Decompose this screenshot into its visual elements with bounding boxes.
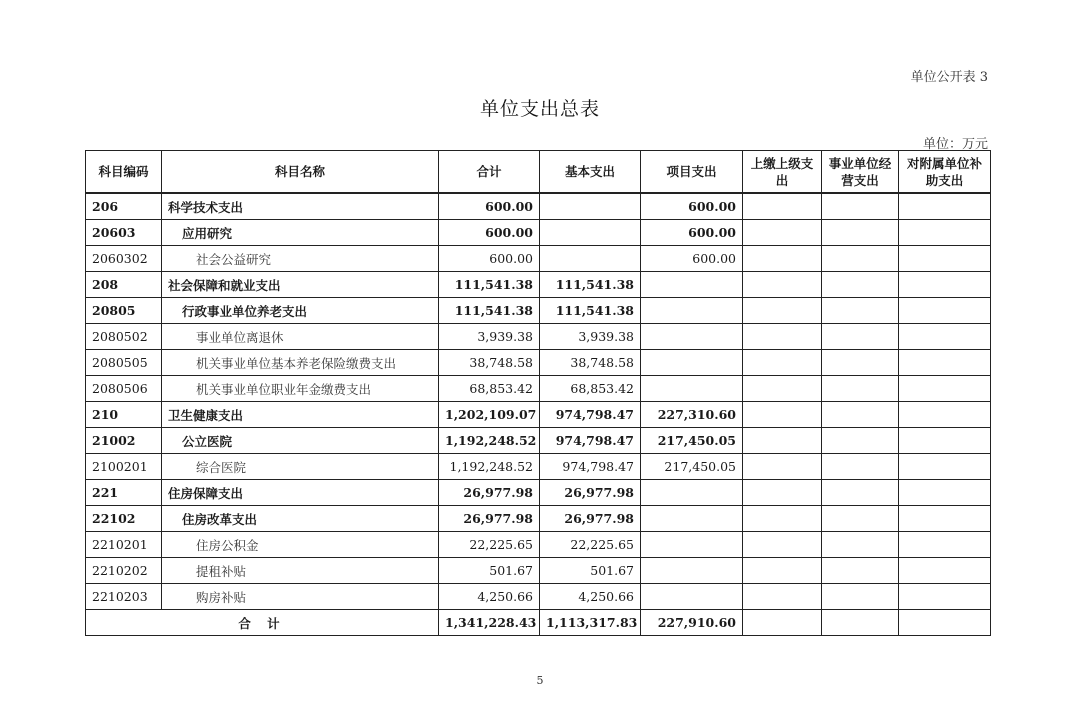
row-code: 2210203: [86, 584, 162, 610]
row-total: 111,541.38: [439, 272, 540, 298]
row-subsidy: [899, 428, 991, 454]
row-code: 21002: [86, 428, 162, 454]
row-remit-superior: [743, 402, 822, 428]
row-name: 住房公积金: [162, 532, 439, 558]
row-total: 111,541.38: [439, 298, 540, 324]
total-label: 合 计: [86, 610, 439, 636]
row-project: [641, 532, 743, 558]
row-code: 20805: [86, 298, 162, 324]
row-total: 600.00: [439, 193, 540, 220]
row-name: 应用研究: [162, 220, 439, 246]
table-row: [86, 193, 991, 220]
column-header-name: 科目名称: [162, 151, 439, 194]
row-basic: [540, 246, 641, 272]
row-total: 3,939.38: [439, 324, 540, 350]
column-header-code: 科目编码: [86, 151, 162, 194]
total-operating: [822, 610, 899, 636]
row-remit-superior: [743, 220, 822, 246]
row-basic: 26,977.98: [540, 506, 641, 532]
row-subsidy: [899, 350, 991, 376]
row-total: 1,192,248.52: [439, 454, 540, 480]
row-remit-superior: [743, 324, 822, 350]
row-basic: [540, 193, 641, 220]
row-operating: [822, 428, 899, 454]
row-operating: [822, 246, 899, 272]
expenditure-table: [85, 150, 991, 636]
row-operating: [822, 584, 899, 610]
table-row: [86, 272, 991, 298]
row-basic: 974,798.47: [540, 402, 641, 428]
table-row: [86, 558, 991, 584]
header-row: [86, 151, 991, 194]
row-name: 住房改革支出: [162, 506, 439, 532]
row-subsidy: [899, 506, 991, 532]
row-remit-superior: [743, 454, 822, 480]
row-project: 600.00: [641, 193, 743, 220]
row-name: 行政事业单位养老支出: [162, 298, 439, 324]
row-name: 社会公益研究: [162, 246, 439, 272]
total-basic: 1,113,317.83: [540, 610, 641, 636]
row-code: 2210202: [86, 558, 162, 584]
table-row: [86, 220, 991, 246]
table-row: [86, 454, 991, 480]
row-basic: 38,748.58: [540, 350, 641, 376]
table-row: [86, 584, 991, 610]
total-subsidy: [899, 610, 991, 636]
row-name: 综合医院: [162, 454, 439, 480]
row-total: 38,748.58: [439, 350, 540, 376]
page-title: 单位支出总表: [479, 98, 600, 120]
row-operating: [822, 532, 899, 558]
row-code: 2080502: [86, 324, 162, 350]
row-basic: 68,853.42: [540, 376, 641, 402]
row-project: 217,450.05: [641, 454, 743, 480]
row-subsidy: [899, 272, 991, 298]
row-name: 事业单位离退休: [162, 324, 439, 350]
row-subsidy: [899, 324, 991, 350]
row-operating: [822, 220, 899, 246]
row-subsidy: [899, 376, 991, 402]
row-basic: [540, 220, 641, 246]
row-total: 600.00: [439, 220, 540, 246]
table-row: [86, 506, 991, 532]
row-subsidy: [899, 532, 991, 558]
row-operating: [822, 193, 899, 220]
row-project: [641, 272, 743, 298]
row-basic: 4,250.66: [540, 584, 641, 610]
row-total: 1,202,109.07: [439, 402, 540, 428]
row-name: 公立医院: [162, 428, 439, 454]
row-subsidy: [899, 193, 991, 220]
row-project: 600.00: [641, 246, 743, 272]
row-total: 26,977.98: [439, 506, 540, 532]
row-operating: [822, 376, 899, 402]
column-header-project: 项目支出: [641, 151, 743, 194]
row-basic: 22,225.65: [540, 532, 641, 558]
table-row: [86, 324, 991, 350]
row-code: 2100201: [86, 454, 162, 480]
row-code: 20603: [86, 220, 162, 246]
row-basic: 501.67: [540, 558, 641, 584]
table-row: [86, 402, 991, 428]
column-header-operating: 事业单位经营支出: [822, 151, 899, 194]
row-remit-superior: [743, 480, 822, 506]
row-basic: 974,798.47: [540, 428, 641, 454]
row-name: 卫生健康支出: [162, 402, 439, 428]
row-operating: [822, 558, 899, 584]
row-operating: [822, 402, 899, 428]
table-row: [86, 246, 991, 272]
row-subsidy: [899, 454, 991, 480]
row-total: 501.67: [439, 558, 540, 584]
row-remit-superior: [743, 506, 822, 532]
row-total: 26,977.98: [439, 480, 540, 506]
row-operating: [822, 324, 899, 350]
row-basic: 26,977.98: [540, 480, 641, 506]
total-project: 227,910.60: [641, 610, 743, 636]
row-remit-superior: [743, 376, 822, 402]
table-row: [86, 376, 991, 402]
row-name: 机关事业单位基本养老保险缴费支出: [162, 350, 439, 376]
row-subsidy: [899, 558, 991, 584]
row-code: 206: [86, 193, 162, 220]
row-code: 208: [86, 272, 162, 298]
row-code: 22102: [86, 506, 162, 532]
row-code: 210: [86, 402, 162, 428]
row-code: 221: [86, 480, 162, 506]
row-project: [641, 350, 743, 376]
column-header-remit-superior: 上缴上级支出: [743, 151, 822, 194]
row-project: 600.00: [641, 220, 743, 246]
row-project: [641, 480, 743, 506]
row-subsidy: [899, 584, 991, 610]
row-operating: [822, 506, 899, 532]
row-operating: [822, 454, 899, 480]
row-total: 68,853.42: [439, 376, 540, 402]
row-total: 4,250.66: [439, 584, 540, 610]
row-name: 科学技术支出: [162, 193, 439, 220]
page-number: 5: [536, 674, 544, 687]
table-row: [86, 428, 991, 454]
row-project: [641, 584, 743, 610]
row-project: [641, 298, 743, 324]
total-row: [86, 610, 991, 636]
row-basic: 974,798.47: [540, 454, 641, 480]
row-project: 227,310.60: [641, 402, 743, 428]
row-remit-superior: [743, 350, 822, 376]
row-code: 2060302: [86, 246, 162, 272]
row-name: 机关事业单位职业年金缴费支出: [162, 376, 439, 402]
table-row: [86, 532, 991, 558]
row-code: 2080505: [86, 350, 162, 376]
row-total: 600.00: [439, 246, 540, 272]
row-name: 提租补贴: [162, 558, 439, 584]
row-project: [641, 558, 743, 584]
row-project: 217,450.05: [641, 428, 743, 454]
row-subsidy: [899, 402, 991, 428]
row-subsidy: [899, 298, 991, 324]
row-operating: [822, 350, 899, 376]
row-subsidy: [899, 220, 991, 246]
row-remit-superior: [743, 246, 822, 272]
row-remit-superior: [743, 298, 822, 324]
row-subsidy: [899, 480, 991, 506]
row-basic: 3,939.38: [540, 324, 641, 350]
row-project: [641, 376, 743, 402]
row-operating: [822, 272, 899, 298]
row-project: [641, 506, 743, 532]
row-name: 社会保障和就业支出: [162, 272, 439, 298]
row-project: [641, 324, 743, 350]
row-operating: [822, 298, 899, 324]
column-header-basic: 基本支出: [540, 151, 641, 194]
row-basic: 111,541.38: [540, 298, 641, 324]
row-remit-superior: [743, 532, 822, 558]
row-code: 2080506: [86, 376, 162, 402]
row-name: 购房补贴: [162, 584, 439, 610]
row-operating: [822, 480, 899, 506]
row-subsidy: [899, 246, 991, 272]
row-remit-superior: [743, 558, 822, 584]
row-remit-superior: [743, 584, 822, 610]
row-total: 1,192,248.52: [439, 428, 540, 454]
column-header-total: 合计: [439, 151, 540, 194]
row-code: 2210201: [86, 532, 162, 558]
row-total: 22,225.65: [439, 532, 540, 558]
total-sum: 1,341,228.43: [439, 610, 540, 636]
total-remit-superior: [743, 610, 822, 636]
table-row: [86, 480, 991, 506]
table-row: [86, 350, 991, 376]
row-name: 住房保障支出: [162, 480, 439, 506]
column-header-subsidy: 对附属单位补助支出: [899, 151, 991, 194]
row-remit-superior: [743, 428, 822, 454]
form-label: 单位公开表 3: [910, 70, 988, 85]
row-remit-superior: [743, 193, 822, 220]
unit-label: 单位：万元: [922, 137, 988, 152]
table-row: [86, 298, 991, 324]
row-remit-superior: [743, 272, 822, 298]
row-basic: 111,541.38: [540, 272, 641, 298]
